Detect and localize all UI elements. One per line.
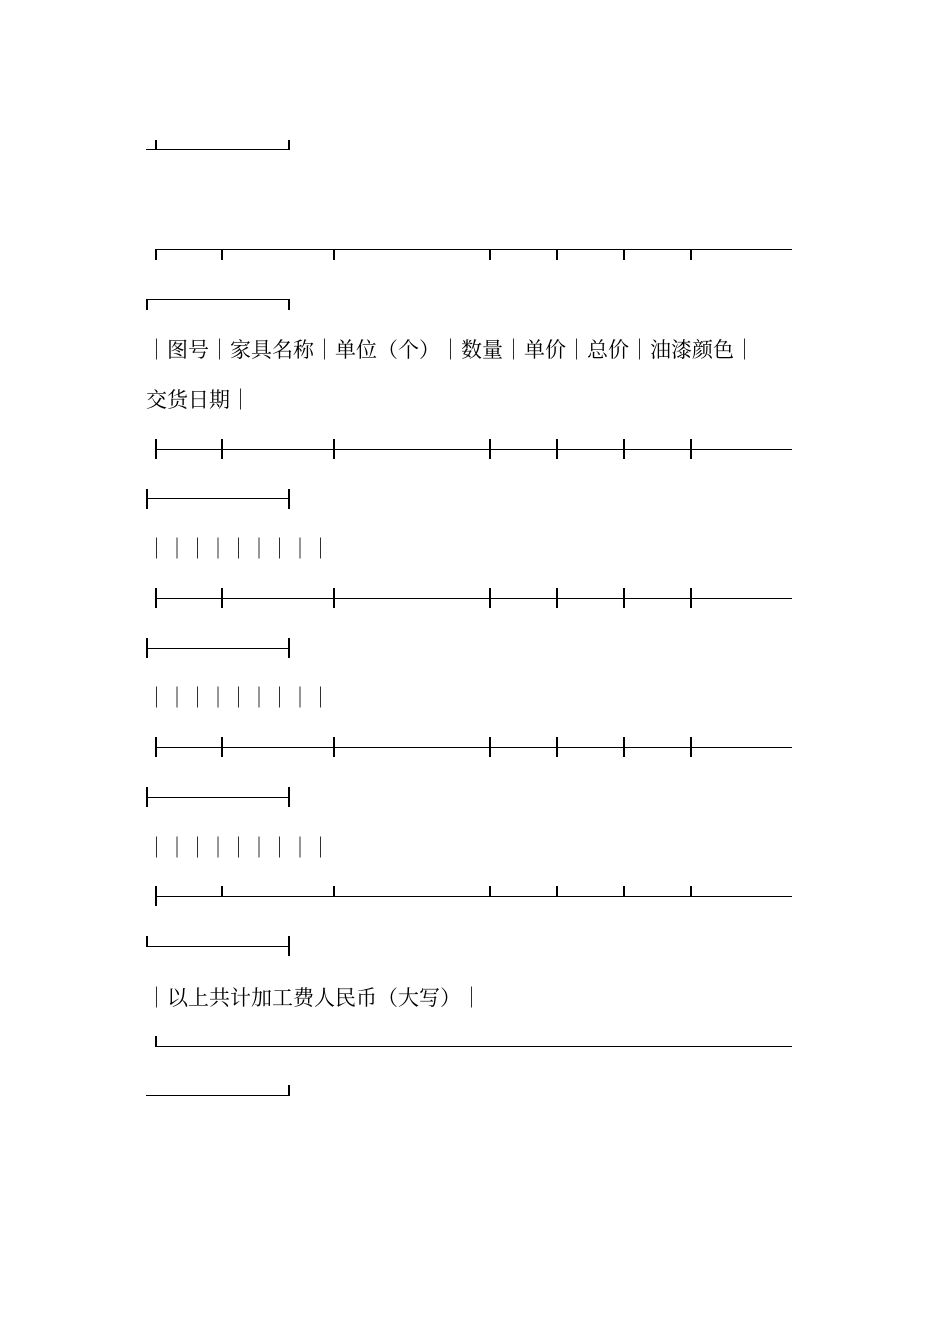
table-total-row: ｜以上共计加工费人民币（大写）｜ bbox=[146, 986, 482, 1010]
table-row: ｜｜｜｜｜｜｜｜｜ bbox=[146, 686, 331, 710]
table-row: ｜｜｜｜｜｜｜｜｜ bbox=[146, 836, 331, 860]
table-header-row-continued: 交货日期｜ bbox=[146, 388, 251, 412]
table-header-row: ｜图号｜家具名称｜单位（个）｜数量｜单价｜总价｜油漆颜色｜ bbox=[146, 338, 755, 362]
table-row: ｜｜｜｜｜｜｜｜｜ bbox=[146, 537, 331, 561]
